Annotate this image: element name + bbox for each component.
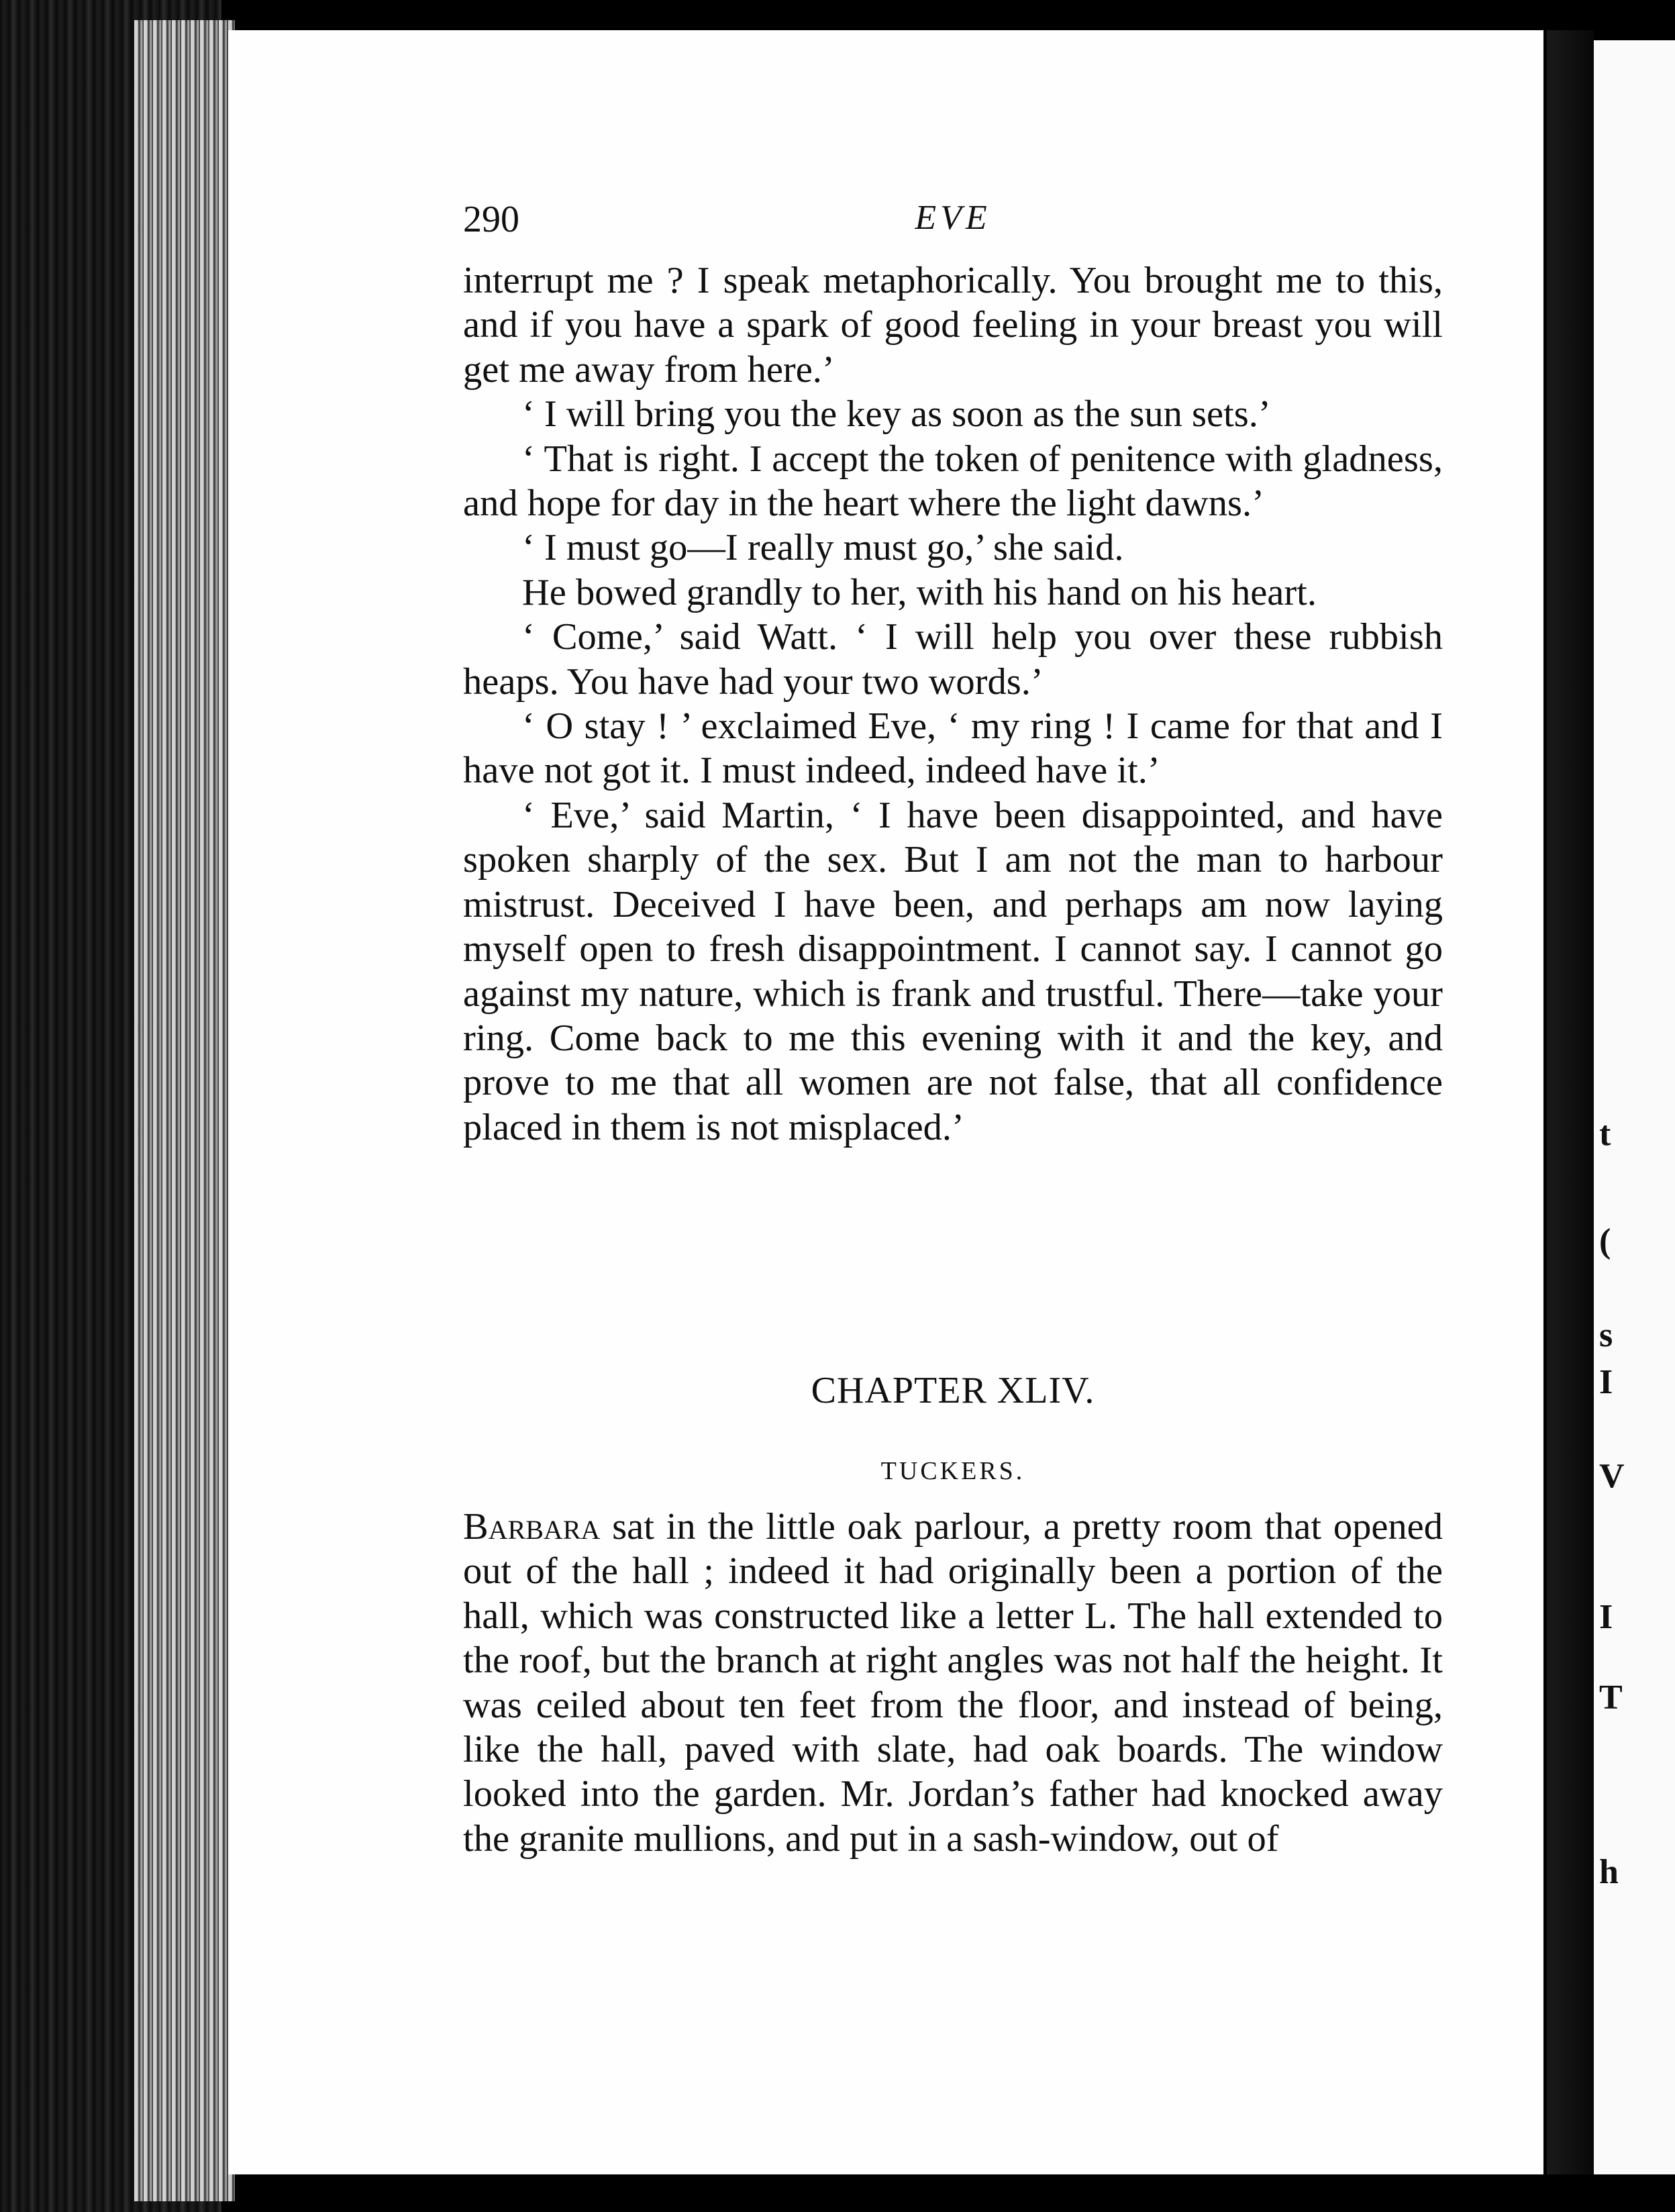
paragraph: interrupt me ? I speak metaphorically. You brought me to this, and if you have a spark of good feeling in your breast you will get me away from here.’ <box>463 260 1443 391</box>
facing-page-fragment: T <box>1599 1678 1623 1717</box>
facing-page-fragment: h <box>1599 1853 1619 1891</box>
paragraph <box>463 1505 1443 1861</box>
running-title: EVE <box>915 199 991 237</box>
lead-word: Barbara <box>463 1506 601 1548</box>
page-edges <box>134 20 235 2201</box>
paragraph: ‘ I will bring you the key as soon as the sun sets.’ <box>522 393 1271 436</box>
paragraph: ‘ That is right. I accept the token of penitence with gladness, and hope for day in the heart where the light dawns.’ <box>463 438 1443 525</box>
page-number: 290 <box>463 199 519 240</box>
paragraph: ‘ Eve,’ said Martin, ‘ I have been disappointed, and have spoken sharply of the sex. But I am not the man to harbour mistrust. Deceived I have been, and perhaps am now laying myself open to fresh disappointment. I cannot say. I cannot go against my nature, which is frank and trustful. There—take your ring. Come back to me this evening with it and the key, and prove to me that all women are not false, that all confidence placed in them is not misplaced.’ <box>463 794 1443 1148</box>
body-text-bottom <box>463 1505 1443 1861</box>
facing-page-edge <box>1594 40 1675 2174</box>
chapter-subtitle: TUCKERS. <box>880 1457 1025 1485</box>
paragraph: ‘ I must go—I really must go,’ she said. <box>522 527 1124 569</box>
facing-page-fragment: I <box>1599 1363 1613 1401</box>
paragraph: ‘ O stay ! ’ exclaimed Eve, ‘ my ring ! I came for that and I have not got it. I must indeed, indeed have it.’ <box>463 705 1443 792</box>
body-text-top <box>463 258 1443 1150</box>
facing-page-fragment: t <box>1599 1115 1611 1153</box>
gutter-shadow <box>1547 30 1594 2174</box>
facing-page-fragment: ( <box>1599 1222 1611 1260</box>
facing-page-fragment: I <box>1599 1598 1613 1636</box>
page-header <box>463 198 1443 252</box>
facing-page-fragment: s <box>1599 1316 1613 1354</box>
facing-page-fragment: V <box>1599 1457 1625 1495</box>
paragraph: He bowed grandly to her, with his hand on his heart. <box>522 571 1317 613</box>
chapter-title: CHAPTER XLIV. <box>811 1370 1095 1411</box>
paragraph-rest: sat in the little oak parlour, a pretty room that opened out of the hall ; indeed it had originally been a portion of the hall, which was constructed like a letter L. The hall extended to the roof, but the branch at right angles was not half the height. It was ceiled about ten feet from the floor, and instead of being, like the hall, paved with slate, had oak boards. The window looked into the garden. Mr. Jordan’s father had knocked away the granite mullions, and put in a sash-window, out of <box>463 1506 1443 1860</box>
paragraph: ‘ Come,’ said Watt. ‘ I will help you over these rubbish heaps. You have had your two words.’ <box>463 616 1443 703</box>
